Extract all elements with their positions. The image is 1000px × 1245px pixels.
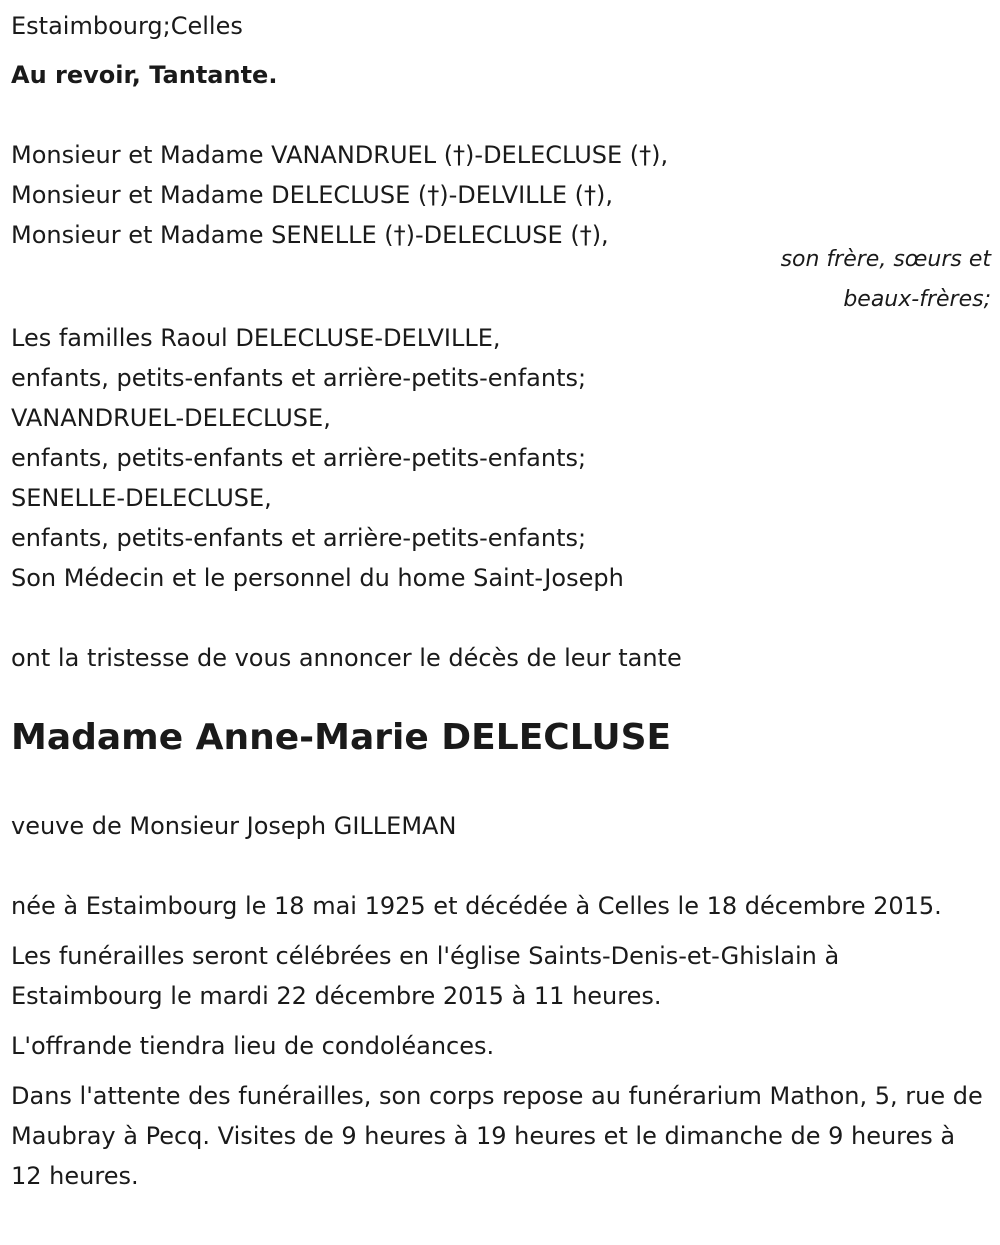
funeral-paragraph: Les funérailles seront célébrées en l'église Saints-Denis-et-Ghislain à Estaimbourg le mardi 22 décembre 2015 à 11 heures. bbox=[11, 942, 840, 1010]
relatives-line: enfants, petits-enfants et arrière-petits-enfants; bbox=[11, 444, 587, 472]
widow-of-text: veuve de Monsieur Joseph GILLEMAN bbox=[11, 812, 457, 840]
deceased-name: Madame Anne-Marie DELECLUSE bbox=[11, 717, 672, 758]
relation-line: beaux-frères; bbox=[843, 287, 991, 312]
family-line: Monsieur et Madame SENELLE (†)-DELECLUSE (†), bbox=[11, 221, 609, 249]
relatives-line: VANANDRUEL-DELECLUSE, bbox=[11, 404, 331, 432]
details-paragraphs bbox=[11, 886, 991, 1206]
headline: Au revoir, Tantante. bbox=[11, 61, 278, 89]
location-line: Estaimbourg;Celles bbox=[11, 12, 243, 40]
relatives-line: Les familles Raoul DELECLUSE-DELVILLE, bbox=[11, 324, 501, 352]
family-line: Monsieur et Madame VANANDRUEL (†)-DELECLUSE (†), bbox=[11, 141, 669, 169]
relatives-list bbox=[11, 318, 624, 598]
condolences-paragraph: L'offrande tiendra lieu de condoléances. bbox=[11, 1032, 495, 1060]
announcement-text: ont la tristesse de vous annoncer le décès de leur tante bbox=[11, 644, 682, 672]
birth-death-paragraph: née à Estaimbourg le 18 mai 1925 et décédée à Celles le 18 décembre 2015. bbox=[11, 892, 942, 920]
family-list bbox=[11, 135, 668, 255]
visitation-paragraph: Dans l'attente des funérailles, son corps repose au funérarium Mathon, 5, rue de Maubray à Pecq. Visites de 9 heures à 19 heures et le dimanche de 9 heures à 12 heures. bbox=[11, 1082, 983, 1190]
relatives-line: SENELLE-DELECLUSE, bbox=[11, 484, 272, 512]
relatives-line: enfants, petits-enfants et arrière-petits-enfants; bbox=[11, 524, 587, 552]
relatives-line: Son Médecin et le personnel du home Saint-Joseph bbox=[11, 564, 624, 592]
family-line: Monsieur et Madame DELECLUSE (†)-DELVILLE (†), bbox=[11, 181, 614, 209]
relatives-line: enfants, petits-enfants et arrière-petits-enfants; bbox=[11, 364, 587, 392]
relation-line: son frère, sœurs et bbox=[780, 247, 991, 272]
relation-caption bbox=[691, 240, 991, 320]
